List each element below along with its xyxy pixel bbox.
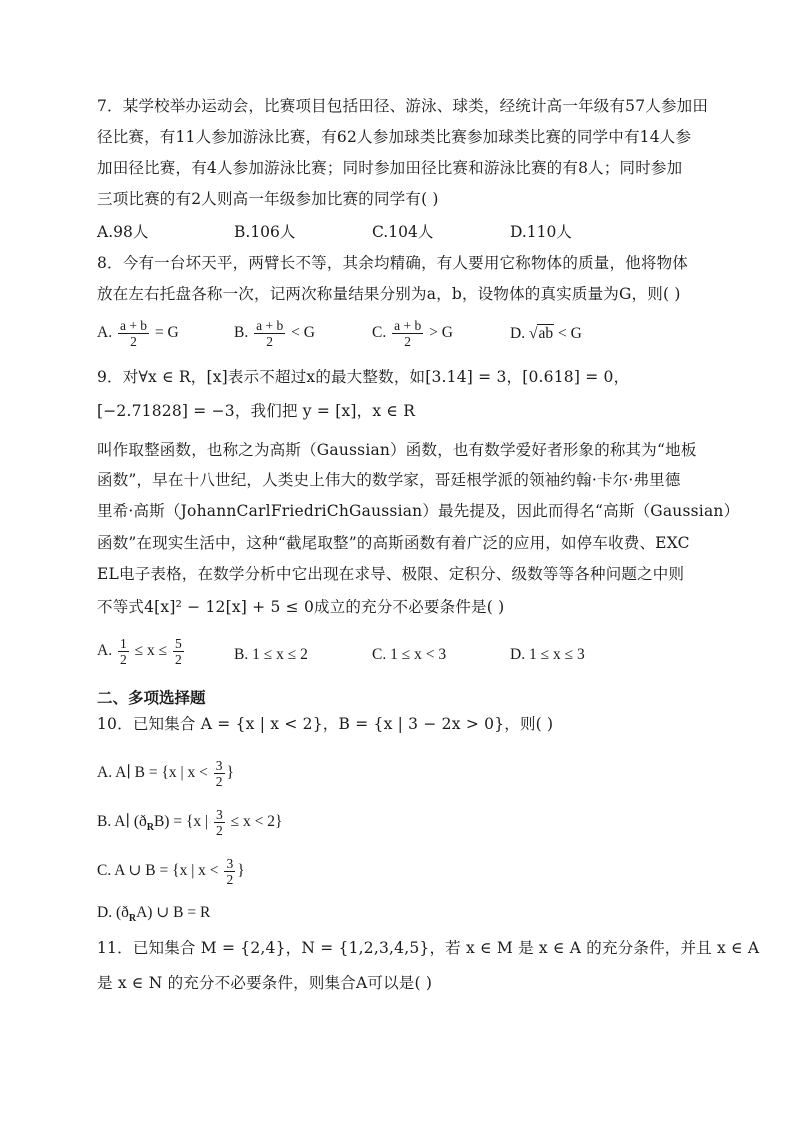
fraction: $\frac{a + b}{2}$	[394, 318, 422, 349]
q7-line-2: 径比赛，有11人参加游泳比赛，有62人参加球类比赛参加球类比赛的同学中有14人参	[97, 128, 692, 146]
sqrt-sign: √	[528, 325, 538, 342]
q8-option-a	[97, 318, 179, 349]
q9-option-c: C. 1 ≤ x < 3	[372, 646, 447, 663]
option-label: A.	[97, 642, 113, 660]
q9-line-4: 函数”，早在十八世纪，人类史上伟大的数学家，哥廷根学派的领袖约翰·卡尔·弗里德	[97, 471, 681, 489]
section-heading: 二、多项选择题	[97, 689, 206, 707]
relation: > G	[429, 324, 453, 342]
q11-line-1: 11．已知集合 M = {2,4}，N = {1,2,3,4,5}，若 x ∈ M 是 x ∈ A 的充分条件，并且 x ∈ A	[97, 939, 760, 957]
fraction: $\frac{a + b}{2}$	[119, 318, 148, 349]
q8-line-1: 8．今有一台坏天平，两臂长不等，其余均精确，有人要用它称物体的质量，他将物体	[97, 254, 688, 272]
relation: < G	[557, 325, 582, 342]
radicand: ab	[538, 325, 554, 342]
q10-stem: 10．已知集合 A = {x | x < 2}，B = {x | 3 − 2x > 0}，则( )	[97, 715, 554, 733]
option-label: A.	[97, 324, 113, 342]
option-label: B.	[234, 324, 249, 342]
q10-option-a: A. A∣ B = {x | x < $\frac{3}{2}$ }	[97, 758, 234, 789]
q9-line-3: 叫作取整函数，也称之为高斯（Gaussian）函数，也有数学爱好者形象的称其为“地板	[97, 441, 697, 459]
q10-option-b: B. A∣ $(ð_RB) = \{x$ | $\frac{3}{2}$ ≤ x < 2}	[97, 807, 283, 838]
q9-line-6: 函数”在现实生活中，这种“截尾取整”的高斯函数有着广泛的应用，如停车收费、EXC	[97, 534, 690, 552]
q7-line-4: 三项比赛的有2人则高一年级参加比赛的同学有( )	[97, 190, 439, 208]
fraction: $\frac{5}{2}$	[174, 636, 182, 667]
q9-line-7: EL电子表格，在数学分析中它出现在求导、极限、定积分、级数等等各种问题之中则	[97, 565, 685, 583]
q9-option-a	[97, 636, 186, 667]
q8-line-2: 放在左右托盘各称一次，记两次称量结果分别为a，b，设物体的真实质量为G，则( )	[97, 285, 681, 303]
relation: = G	[154, 324, 179, 342]
q7-option-c: C.104人	[372, 223, 434, 241]
fraction: $\frac{a + b}{2}$	[256, 318, 284, 349]
q7-option-d: D.110人	[510, 223, 572, 241]
q9-line-1: 9．对∀x ∈ R，[x]表示不超过x的最大整数，如[3.14] = 3，[0.618] = 0，	[97, 368, 630, 386]
q7-line-1: 7．某学校举办运动会，比赛项目包括田径、游泳、球类，经统计高一年级有57人参加田	[97, 97, 709, 115]
q8-option-b	[234, 318, 315, 349]
q9-line-5: 里希·高斯（JohannCarlFriedriChGaussian）最先提及，因此而得名“高斯（Gaussian）	[97, 502, 740, 520]
q7-line-3: 加田径比赛，有4人参加游泳比赛；同时参加田径比赛和游泳比赛的有8人；同时参加	[97, 159, 683, 177]
option-label: C.	[372, 324, 387, 342]
fraction: $\frac{3}{2}$	[226, 856, 234, 887]
q7-option-a: A.98人	[97, 223, 149, 241]
q9-line-8: 不等式4[x]² − 12[x] + 5 ≤ 0成立的充分不必要条件是( )	[97, 598, 505, 616]
fraction: $\frac{1}{2}$	[119, 636, 127, 667]
q10-option-d: D. $(ð_RA)$ ∪ B = R	[97, 904, 211, 925]
q7-option-b: B.106人	[234, 223, 296, 241]
relation: ≤ x ≤	[134, 642, 168, 660]
q10-option-c: C. A ∪ B = {x | x < $\frac{3}{2}$ }	[97, 856, 245, 887]
q11-line-2: 是 x ∈ N 的充分不必要条件，则集合A可以是( )	[97, 974, 433, 992]
fraction: $\frac{3}{2}$	[216, 807, 223, 838]
q9-line-2: [−2.71828] = −3，我们把 y = [x]，x ∈ R	[97, 402, 416, 420]
fraction: $\frac{3}{2}$	[215, 758, 223, 789]
q8-option-d	[510, 324, 582, 344]
q9-option-b: B. 1 ≤ x ≤ 2	[234, 646, 308, 663]
q9-option-d: D. 1 ≤ x ≤ 3	[510, 646, 585, 663]
q8-option-c	[372, 318, 453, 349]
relation: < G	[291, 324, 315, 342]
option-label: D.	[510, 325, 526, 342]
